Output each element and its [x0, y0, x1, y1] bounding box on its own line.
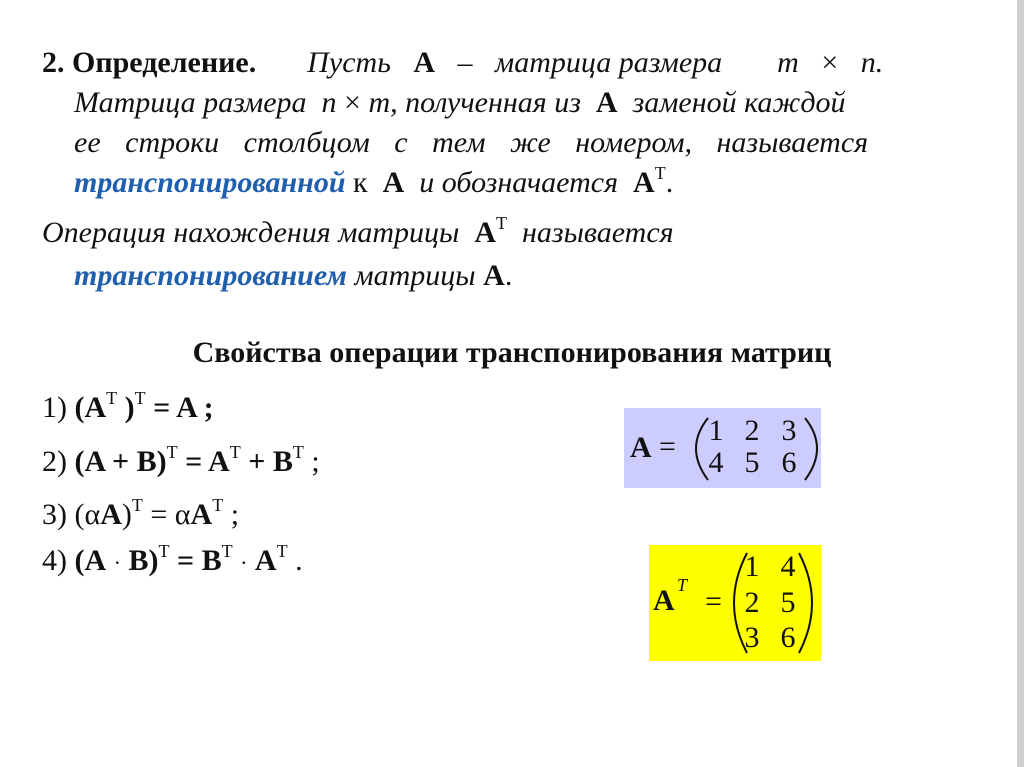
matrix-symbol: A — [100, 498, 122, 531]
property-4 — [42, 543, 303, 581]
matrix-at-cell: 2 — [744, 586, 760, 619]
matrix-at-cell: 5 — [780, 586, 796, 619]
formula-part: (α — [74, 498, 101, 531]
transpose-sup: T — [134, 388, 146, 408]
definition-text: Пусть — [307, 46, 391, 79]
equals-sign: = — [705, 585, 722, 618]
matrix-symbol: A — [474, 216, 497, 249]
property-1 — [42, 390, 214, 426]
equals-sign: = — [659, 430, 676, 463]
matrix-at-cell: 3 — [744, 621, 760, 654]
transpose-sup: T — [654, 163, 666, 183]
formula-part: = A — [177, 445, 230, 478]
operation-line-1 — [42, 215, 674, 251]
matrix-at-label: A — [653, 584, 675, 617]
definition-line-4 — [74, 165, 673, 201]
formula-part: ) — [117, 391, 135, 424]
matrix-at-cell: 4 — [780, 550, 796, 583]
formula-part: ; — [303, 445, 320, 478]
operation-text: называется — [522, 216, 674, 249]
matrix-a-cell: 4 — [708, 446, 724, 479]
formula-part: = α — [142, 498, 191, 531]
formula-part: B) — [128, 544, 159, 577]
matrix-symbol: A — [483, 259, 505, 292]
slide-edge — [1017, 0, 1024, 767]
var-n: n — [860, 46, 876, 79]
period: . — [504, 259, 513, 292]
matrix-at-box: A T = 1 4 2 5 3 6 — [649, 545, 821, 661]
formula-part: (A + B) — [74, 445, 167, 478]
period: . — [875, 46, 884, 79]
operation-text: Операция нахождения матрицы — [42, 216, 460, 249]
definition-text: к — [353, 166, 368, 199]
transpose-sup: T — [131, 495, 143, 515]
definition-text: Матрица размера — [74, 86, 307, 119]
matrix-a-cell: 5 — [744, 446, 760, 479]
matrix-symbol: A — [190, 498, 213, 531]
matrix-a-cell: 3 — [781, 414, 797, 447]
formula-part: ; — [223, 498, 240, 531]
dash: – — [457, 46, 473, 79]
times-sign: × — [821, 46, 839, 79]
dot-operator: · — [240, 550, 248, 575]
property-number: 4) — [42, 544, 67, 577]
formula-part: + B — [240, 445, 293, 478]
property-number: 2) — [42, 445, 67, 478]
definition-text: заменой каждой — [632, 86, 846, 119]
matrix-symbol: A — [633, 166, 655, 199]
definition-heading: Определение. — [72, 46, 257, 79]
transpose-sup: T — [221, 541, 233, 561]
matrix-a-cell: 6 — [781, 446, 797, 479]
property-3 — [42, 497, 239, 533]
formula-part: ) — [121, 498, 132, 531]
transpose-sup: T — [496, 213, 508, 233]
transpose-sup: T — [106, 388, 118, 408]
property-number: 1) — [42, 391, 67, 424]
matrix-at-cell: 6 — [780, 621, 796, 654]
operation-line-2 — [74, 258, 512, 294]
properties-title: Свойства операции транспонирования матриц — [192, 336, 832, 369]
definition-line-3: ее строки столбцом с тем же номером, называется — [74, 126, 869, 159]
property-2 — [42, 444, 320, 480]
period: . — [665, 166, 674, 199]
var-m: m — [368, 86, 391, 119]
transpose-sup: T — [212, 495, 224, 515]
var-n: n — [321, 86, 337, 119]
matrix-at-cell: 1 — [744, 550, 760, 583]
formula-part: A — [254, 544, 277, 577]
matrix-a-box — [624, 408, 821, 488]
definition-line-2 — [74, 85, 846, 121]
matrix-a-cell: 1 — [708, 414, 724, 447]
definition-text: и обозначается — [419, 166, 619, 199]
formula-part: . — [287, 544, 303, 577]
transpose-sup: T — [158, 541, 170, 561]
definition-text: , полученная из — [390, 86, 581, 119]
matrix-symbol: A — [382, 166, 405, 199]
formula-part: (A — [74, 391, 107, 424]
definition-number: 2. — [42, 46, 65, 79]
var-m: m — [777, 46, 799, 79]
matrix-symbol: A — [595, 86, 618, 119]
term-transposed: транспонированной — [74, 166, 346, 199]
formula-part: = A ; — [145, 391, 214, 424]
transpose-sup: T — [292, 442, 304, 462]
formula-part: (A — [74, 544, 107, 577]
term-transposition: транспонированием — [74, 259, 347, 292]
definition-line-1 — [42, 45, 980, 81]
transpose-sup: T — [229, 442, 241, 462]
matrix-a-label: A — [630, 431, 652, 464]
transpose-sup: T — [166, 442, 178, 462]
dot-operator: · — [113, 550, 121, 575]
times-sign: × — [344, 86, 361, 119]
matrix-a-cell: 2 — [744, 414, 760, 447]
matrix-symbol: A — [413, 46, 436, 79]
operation-text: матрицы — [354, 259, 476, 292]
definition-text: матрица размера — [495, 46, 723, 79]
formula-part: = B — [169, 544, 222, 577]
transpose-sup: T — [276, 541, 288, 561]
property-number: 3) — [42, 498, 67, 531]
